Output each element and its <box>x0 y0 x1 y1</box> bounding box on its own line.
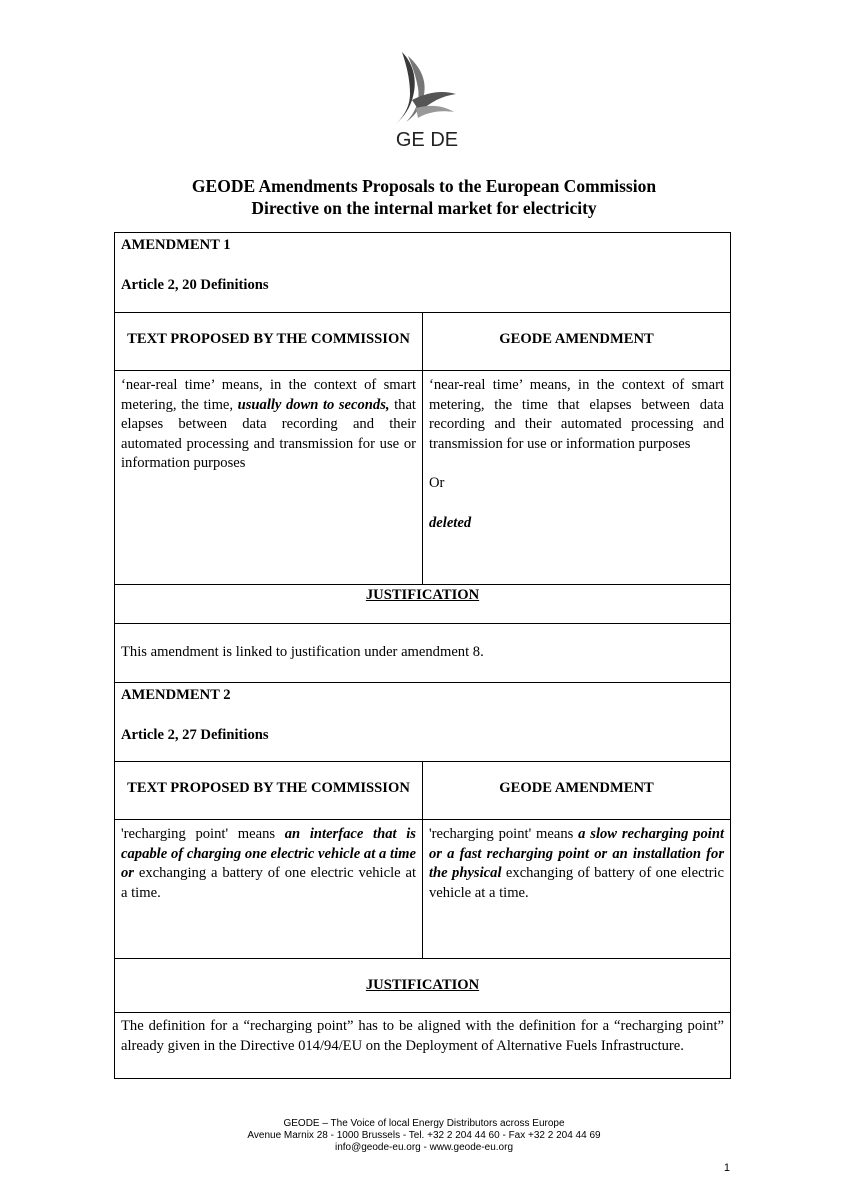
amendment-1-right-text: ‘near-real time’ means, in the context of smart metering, the time that elapses between data recording and their automated processing and transmission for use or information purposes <box>429 377 725 452</box>
document-title <box>0 175 848 219</box>
amendment-2-justification-head-row <box>115 959 731 1013</box>
amendment-2-geode-text <box>423 820 731 959</box>
amendment-2-header-row <box>115 683 731 762</box>
amendment-2-commission-text <box>115 820 423 959</box>
amendment-1-justification-head-row <box>115 585 731 624</box>
amendment-2-justification-text: The definition for a “recharging point” has to be aligned with the definition for a “recharging point” already given in the Directive 014/94/EU on the Deployment of Alternative Fuels Infrastructure. <box>115 1013 731 1079</box>
amendment-1-commission-text <box>115 371 423 585</box>
amendment-1-colhead-row <box>115 313 731 371</box>
amendment-2-header <box>115 683 731 762</box>
page-number: 1 <box>723 1162 730 1174</box>
amendment-2-left-text-a: 'recharging point' means <box>121 826 285 842</box>
amendments-table <box>114 232 731 1079</box>
amendment-1-left-text-a: ‘near-real time’ means, in the context of smart metering, the time, <box>121 377 416 413</box>
amendment-2-justification-title: JUSTIFICATION <box>115 959 731 1013</box>
amendment-1-justification-title: JUSTIFICATION <box>115 585 731 624</box>
amendment-2-right-emphasis: a slow recharging point or a fast recharging point or an installation for the physical <box>429 826 725 881</box>
amendment-1-article: Article 2, 20 Definitions <box>121 276 269 293</box>
amendment-1-col-left-title: TEXT PROPOSED BY THE COMMISSION <box>115 313 423 371</box>
amendment-1-heading: AMENDMENT 1 <box>121 237 231 253</box>
title-line-2: Directive on the internal market for electricity <box>251 198 597 218</box>
amendment-2-left-emphasis: an interface that is capable of charging one electric vehicle at a time or <box>121 826 416 881</box>
amendment-1-justification-text: This amendment is linked to justification under amendment 8. <box>115 624 731 683</box>
amendment-2-body-row <box>115 820 731 959</box>
amendment-1-left-text-b: that elapses between data recording and their automated processing and transmission for use or information purposes <box>121 396 416 471</box>
amendment-2-heading: AMENDMENT 2 <box>121 687 231 703</box>
amendment-1-body-row <box>115 371 731 585</box>
geode-logo <box>372 42 482 150</box>
amendment-1-left-emphasis: usually down to seconds, <box>237 396 390 413</box>
amendment-2-justification-row <box>115 1013 731 1079</box>
page-footer <box>0 1118 848 1154</box>
svg-text:GE DE: GE DE <box>395 129 459 150</box>
amendment-2-right-text-a: 'recharging point' means <box>429 826 579 842</box>
amendment-1-justification-row <box>115 624 731 683</box>
amendment-1-col-right-title: GEODE AMENDMENT <box>423 313 731 371</box>
amendment-1-right-or: Or <box>429 475 445 491</box>
amendment-2-col-left-title: TEXT PROPOSED BY THE COMMISSION <box>115 762 423 820</box>
amendment-2-right-text-b: exchanging of battery of one electric vehicle at a time. <box>429 865 725 901</box>
footer-tagline: GEODE – The Voice of local Energy Distributors across Europe <box>283 1118 565 1129</box>
amendment-1-header <box>115 233 731 313</box>
amendment-1-geode-text <box>423 371 731 585</box>
amendment-2-colhead-row <box>115 762 731 820</box>
geode-logo-icon <box>372 42 482 150</box>
amendment-2-left-text-b: exchanging a battery of one electric vehicle at a time. <box>121 865 416 901</box>
amendment-2-col-right-title: GEODE AMENDMENT <box>423 762 731 820</box>
title-line-1: GEODE Amendments Proposals to the European Commission <box>191 176 657 196</box>
amendment-1-right-deleted: deleted <box>429 514 472 531</box>
amendment-2-article: Article 2, 27 Definitions <box>121 726 269 743</box>
footer-contact: info@geode-eu.org - www.geode-eu.org <box>334 1142 514 1153</box>
footer-address: Avenue Marnix 28 - 1000 Brussels - Tel. +32 2 204 44 60 - Fax +32 2 204 44 69 <box>247 1130 601 1141</box>
amendment-1-header-row <box>115 233 731 313</box>
